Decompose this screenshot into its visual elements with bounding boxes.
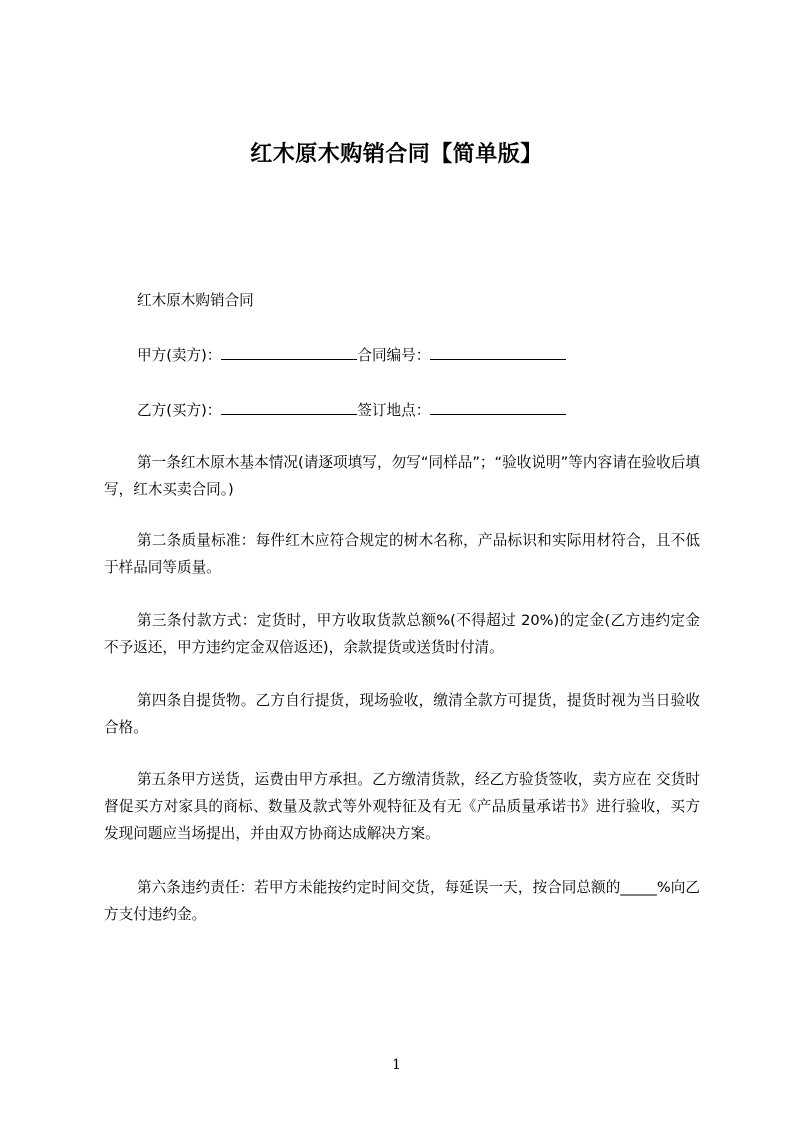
document-title: 红木原木购销合同【简单版】 bbox=[250, 142, 543, 167]
party-b-label: 乙方(买方)： bbox=[137, 402, 222, 419]
clause-2: 第二条质量标准：每件红木应符合规定的树木名称，产品标识和实际用材符合，且不低于样品同等质量。 bbox=[104, 532, 700, 576]
contract-no-blank bbox=[430, 343, 566, 360]
contract-no-label: 合同编号： bbox=[357, 347, 431, 364]
clause-3: 第三条付款方式：定货时，甲方收取货款总额%(不得超过 20%)的定金(乙方违约定金不予返还，甲方违约定金双倍返还)，余款提货或送货时付清。 bbox=[104, 612, 700, 656]
clause-4: 第四条自提货物。乙方自行提货，现场验收，缴清全款方可提货，提货时视为当日验收合格。 bbox=[104, 692, 700, 736]
page-number: 1 bbox=[392, 1057, 401, 1073]
contract-heading: 红木原木购销合同 bbox=[137, 292, 254, 309]
party-b-blank bbox=[221, 398, 357, 415]
party-a-row bbox=[137, 343, 566, 368]
sign-place-blank bbox=[430, 398, 566, 415]
clause-1: 第一条红木原木基本情况(请逐项填写，勿写“同样品”；“验收说明”等内容请在验收后填写，红木买卖合同。) bbox=[104, 454, 700, 498]
clause-6: 第六条违约责任：若甲方未能按约定时间交货，每延误一天，按合同总额的_____%向乙方支付违约金。 bbox=[104, 879, 700, 923]
sign-place-label: 签订地点： bbox=[357, 402, 431, 419]
clause-5: 第五条甲方送货，运费由甲方承担。乙方缴清货款，经乙方验货签收，卖方应在 交货时督促买方对家具的商标、数量及款式等外观特征及有无《产品质量承诺书》进行验收，买方发现问题应当场提出，并由双方协商达成解决方案。 bbox=[104, 771, 700, 842]
party-b-row bbox=[137, 398, 566, 423]
party-a-label: 甲方(卖方)： bbox=[137, 347, 222, 364]
party-a-blank bbox=[221, 343, 357, 360]
